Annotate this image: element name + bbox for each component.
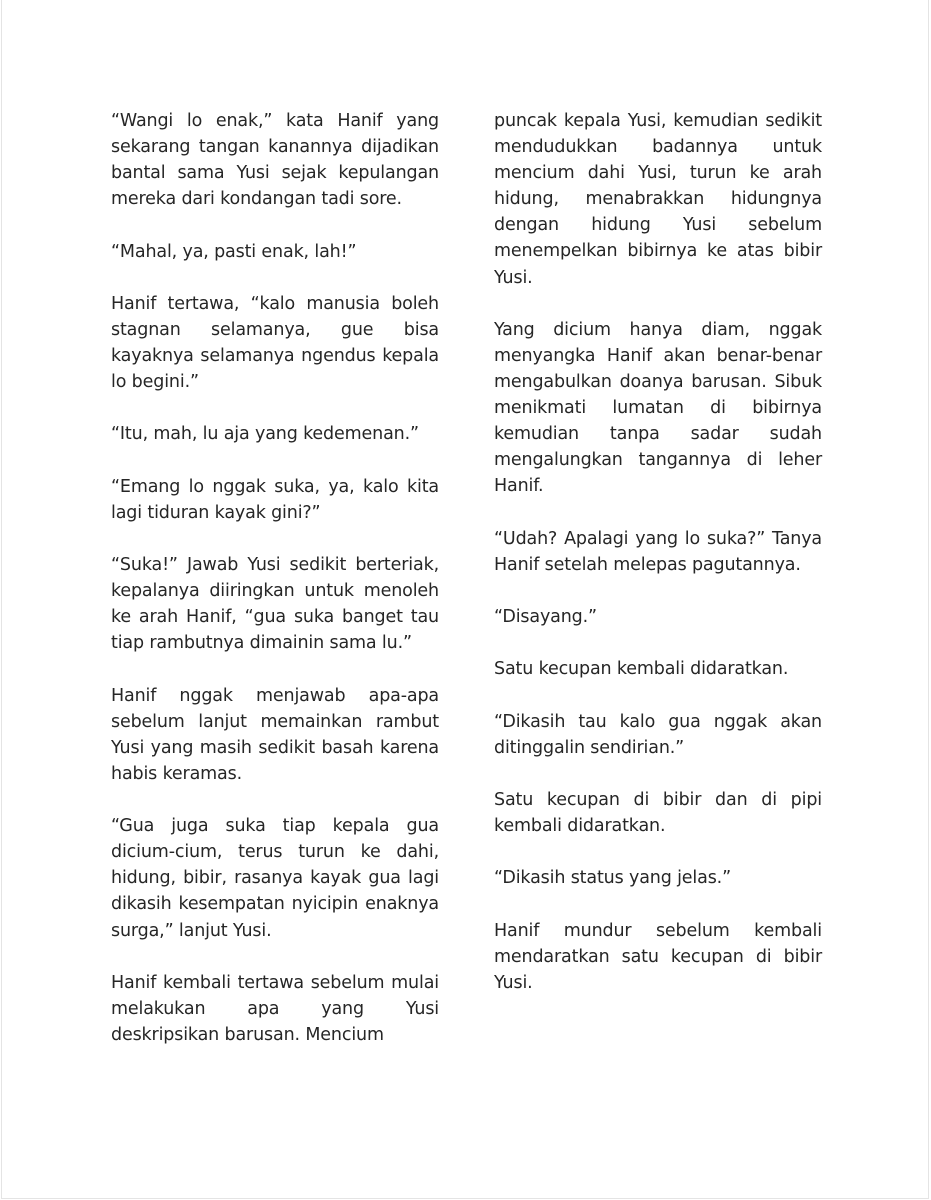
paragraph: “Suka!” Jawab Yusi sedikit berteriak, kepalanya diiringkan untuk menoleh ke arah Hanif, “gua suka banget tau tiap rambutnya dimainin sama lu.” [111, 555, 439, 654]
paragraph: Satu kecupan di bibir dan di pipi kembali didaratkan. [494, 790, 822, 837]
paragraph: puncak kepala Yusi, kemudian sedikit mendudukkan badannya untuk mencium dahi Yusi, turun ke arah hidung, menabrakkan hidungnya dengan hidung Yusi sebelum menempelkan bibirnya ke atas bibir Yusi. [494, 111, 822, 288]
paragraph: “Emang lo nggak suka, ya, kalo kita lagi tiduran kayak gini?” [111, 476, 439, 523]
paragraph: Satu kecupan kembali didaratkan. [494, 659, 789, 680]
paragraph: Hanif mundur sebelum kembali mendaratkan satu kecupan di bibir Yusi. [494, 920, 822, 993]
paragraph: “Mahal, ya, pasti enak, lah!” [111, 241, 357, 262]
paragraph: Hanif tertawa, “kalo manusia boleh stagnan selamanya, gue bisa kayaknya selamanya ngendus kepala lo begini.” [111, 293, 439, 393]
paragraph: “Udah? Apalagi yang lo suka?” Tanya Hanif setelah melepas pagutannya. [494, 528, 822, 575]
paragraph: “Disayang.” [494, 607, 597, 628]
paragraph: “Wangi lo enak,” kata Hanif yang sekarang tangan kanannya dijadikan bantal sama Yusi sejak kepulangan mereka dari kondangan tadi sore. [111, 111, 439, 210]
paragraph: Hanif kembali tertawa sebelum mulai melakukan apa yang Yusi deskripsikan barusan. Mencium [111, 972, 439, 1046]
left-column [111, 108, 439, 1074]
paragraph: Yang dicium hanya diam, nggak menyangka Hanif akan benar-benar mengabulkan doanya barusan. Sibuk menikmati lumatan di bibirnya kemudian tanpa sadar sudah mengalungkan tangannya di leher Hanif. [494, 319, 822, 497]
paragraph: Hanif nggak menjawab apa-apa sebelum lanjut memainkan rambut Yusi yang masih sedikit basah karena habis keramas. [111, 685, 439, 784]
paragraph: “Gua juga suka tiap kepala gua dicium-cium, terus turun ke dahi, hidung, bibir, rasanya kayak gua lagi dikasih kesempatan nyicipin enaknya surga,” lanjut Yusi. [111, 816, 439, 941]
paragraph: “Dikasih tau kalo gua nggak akan ditinggalin sendirian.” [494, 711, 822, 758]
document-page [1, 0, 929, 1199]
paragraph: “Dikasih status yang jelas.” [494, 868, 731, 889]
paragraph: “Itu, mah, lu aja yang kedemenan.” [111, 424, 419, 445]
right-column [494, 108, 822, 1022]
